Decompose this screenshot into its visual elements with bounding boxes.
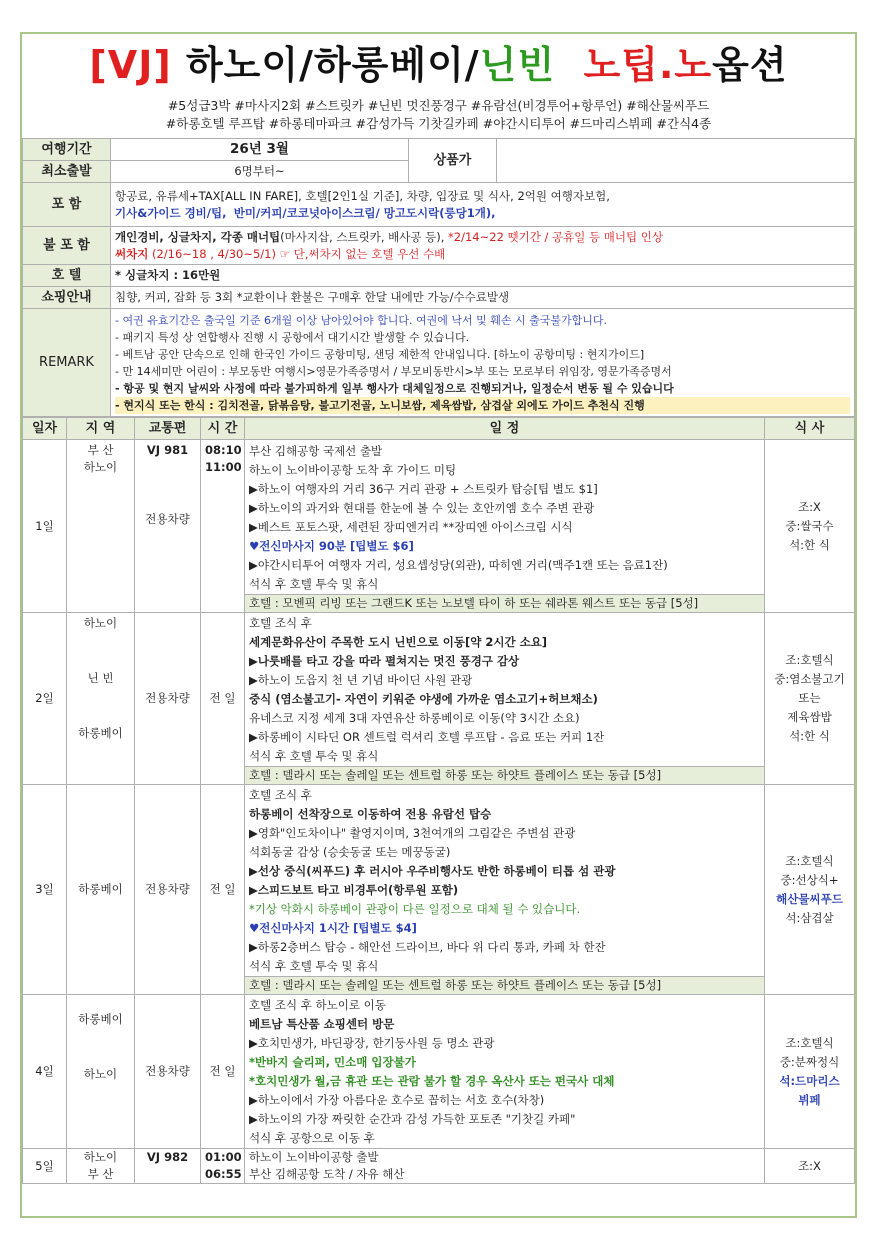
price-label: 상품가 bbox=[409, 139, 497, 183]
title-cities: 하노이/하롱베이/ bbox=[185, 43, 480, 87]
day-1-line-1: 부산 김해공항 국제선 출발 bbox=[249, 444, 383, 458]
day-3-label: 3일 bbox=[23, 785, 67, 995]
include-line-1: 항공료, 유류세+TAX[ALL IN FARE], 호텔[2인1실 기준], 차량, 입장료 및 식사, 2억원 여행자보험, bbox=[115, 188, 610, 203]
day-1-line-5: ▶베스트 포토스팟, 세련된 장띠엔거리 **장띠엔 아이스크림 시식 bbox=[249, 520, 573, 534]
shopping-label: 쇼핑안내 bbox=[23, 287, 111, 309]
header-meal: 식 사 bbox=[765, 418, 855, 440]
day-3-area: 하롱베이 bbox=[67, 785, 135, 995]
hashtag-line-2: #하롱호텔 루프탑 #하롱테마파크 #감성가득 기찻길카페 #야간시티투어 #드마리스뷔페 #간식4종 bbox=[165, 116, 712, 131]
remark-line-4: - 만 14세미만 어린이 : 부모동반 여행시>영문가족증명서 / 부모비동반시>부 또는 모로부터 위임장, 영문가족증명서 bbox=[115, 364, 672, 378]
day-4-meal-1: 조:호텔식 bbox=[785, 1035, 834, 1050]
day-2-line-3: ▶나룻배를 타고 강을 따라 펼쳐지는 멋진 풍경구 감상 bbox=[249, 654, 520, 668]
day-2-meal-5: 석:한 식 bbox=[789, 729, 830, 743]
info-table bbox=[22, 138, 855, 417]
page-title bbox=[22, 34, 855, 97]
remark-line-3: - 베트남 공안 단속으로 인해 한국인 가이드 공항미팅, 샌딩 제한적 안내입니다. [하노이 공항미팅 : 현지가이드] bbox=[115, 347, 645, 361]
day-5-transport: VJ 982 bbox=[135, 1149, 201, 1184]
day-2-line-4: ▶하노이 도읍지 천 년 기념 바이딘 사원 관광 bbox=[249, 673, 473, 687]
day-4-meal-3: 석:드마리스 bbox=[779, 1073, 840, 1088]
day-4-row bbox=[23, 995, 855, 1149]
include-guide: 기사&가이드 경비/팁, bbox=[115, 205, 227, 220]
title-no: 노 bbox=[674, 43, 713, 87]
day-1-transport bbox=[135, 440, 201, 613]
remark-line-2: - 패키지 특성 상 연합행사 진행 시 공항에서 대기시간 발생할 수 있습니다. bbox=[115, 330, 470, 344]
day-3-meal-2: 중:선상식+ bbox=[780, 872, 839, 887]
exclude-label: 불 포 함 bbox=[23, 227, 111, 265]
day-2-line-8: 석식 후 호텔 투숙 및 휴식 bbox=[249, 749, 379, 763]
day-1-row bbox=[23, 440, 855, 595]
day-4-transport: 전용차량 bbox=[135, 995, 201, 1149]
day-2-area-2: 닌 빈 bbox=[87, 671, 114, 685]
day-1-plan bbox=[245, 440, 765, 595]
day-2-meal-4: 제육쌈밥 bbox=[787, 710, 832, 724]
title-notip: 노팁. bbox=[583, 43, 675, 87]
day-1-label: 1일 bbox=[23, 440, 67, 613]
day-4-plan bbox=[245, 995, 765, 1149]
day-4-line-1: 호텔 조식 후 하노이로 이동 bbox=[249, 998, 386, 1012]
title-airline: [VJ] bbox=[89, 43, 172, 87]
day-2-hotel: 호텔 : 델라시 또는 솔레일 또는 센트럴 하롱 또는 하얏트 플레이스 또는 동급 [5성] bbox=[245, 767, 765, 785]
day-3-meal-1: 조:호텔식 bbox=[785, 853, 834, 868]
day-2-row bbox=[23, 613, 855, 767]
day-5-row bbox=[23, 1149, 855, 1184]
day-3-line-4: 석회동굴 감상 (승솟동굴 또는 메꿍동굴) bbox=[249, 845, 451, 859]
day-2-area bbox=[67, 613, 135, 785]
day-5-area bbox=[67, 1149, 135, 1184]
day-3-line-8: ♥전신마사지 1시간 [팁별도 $4] bbox=[249, 921, 417, 935]
day-3-meal-4: 석:삼겹살 bbox=[785, 910, 834, 925]
title-option: 옵션 bbox=[712, 43, 788, 87]
header-day: 일자 bbox=[23, 418, 67, 440]
day-1-area-2: 하노이 bbox=[83, 460, 118, 474]
day-5-line-2: 부산 김해공항 도착 / 자유 해산 bbox=[249, 1167, 405, 1181]
include-label: 포 함 bbox=[23, 183, 111, 227]
price-value bbox=[497, 139, 855, 183]
day-4-line-7: ▶하노이의 가장 짜릿한 순간과 감성 가득한 포토존 "기찻길 카페" bbox=[249, 1112, 576, 1126]
header-transport: 교통편 bbox=[135, 418, 201, 440]
exclude-value bbox=[111, 227, 855, 265]
day-4-meals bbox=[765, 995, 855, 1149]
day-1-hotel: 호텔 : 모벤픽 리빙 또는 그랜드K 또는 노보텔 타이 하 또는 쉐라톤 웨스트 또는 동급 [5성] bbox=[245, 595, 765, 613]
min-departure-value: 6명부터~ bbox=[111, 161, 409, 183]
day-1-time-1: 08:10 bbox=[205, 443, 242, 457]
hotel-value: * 싱글차지 : 16만원 bbox=[111, 265, 855, 287]
day-5-time-1: 01:00 bbox=[205, 1150, 242, 1164]
day-2-line-6: 유네스코 지정 세계 3대 자연유산 하롱베이로 이동(약 3시간 소요) bbox=[249, 711, 580, 725]
day-1-time-2: 11:00 bbox=[205, 460, 242, 474]
day-1-flight: VJ 981 bbox=[146, 443, 189, 457]
include-value bbox=[111, 183, 855, 227]
day-5-plan bbox=[245, 1149, 765, 1184]
schedule-table bbox=[22, 417, 855, 1184]
day-3-line-1: 호텔 조식 후 bbox=[249, 788, 312, 802]
shopping-value: 침향, 커피, 잡화 등 3회 *교환이나 환불은 구매후 한달 내에만 가능/수수료발생 bbox=[111, 287, 855, 309]
day-3-line-3: ▶영화"인도차이나" 촬영지이며, 3천여개의 그림같은 주변섬 관광 bbox=[249, 826, 576, 840]
day-2-line-2: 세계문화유산이 주목한 도시 닌빈으로 이동[약 2시간 소요] bbox=[249, 635, 548, 649]
day-3-line-2: 하롱베이 선착장으로 이동하여 전용 유람선 탑승 bbox=[249, 807, 492, 821]
day-2-area-1: 하노이 bbox=[83, 616, 118, 630]
period-value: 26년 3월 bbox=[111, 139, 409, 161]
day-4-time: 전 일 bbox=[201, 995, 245, 1149]
day-2-label: 2일 bbox=[23, 613, 67, 785]
hotel-label: 호 텔 bbox=[23, 265, 111, 287]
day-4-line-6: ▶하노이에서 가장 아름다운 호수로 꼽히는 서호 호수(차창) bbox=[249, 1093, 545, 1107]
day-1-area bbox=[67, 440, 135, 613]
day-2-time: 전 일 bbox=[201, 613, 245, 785]
day-1-line-6: ♥전신마사지 90분 [팁별도 $6] bbox=[249, 539, 414, 553]
day-4-meal-2: 중:분짜정식 bbox=[779, 1054, 840, 1069]
remark-label: REMARK bbox=[23, 309, 111, 417]
day-5-label: 5일 bbox=[23, 1149, 67, 1184]
exclude-main: 개인경비, 싱글차지, 각종 매너팁 bbox=[115, 229, 281, 244]
hashtag-block bbox=[22, 97, 855, 133]
day-5-area-2: 부 산 bbox=[87, 1167, 114, 1181]
exclude-surcharge: 써차지 bbox=[115, 246, 149, 261]
day-5-time-2: 06:55 bbox=[205, 1167, 242, 1181]
include-snacks: 반미/커피/코코넛아이스크림/ 망고도시락(룽당1개), bbox=[233, 205, 496, 220]
exclude-surcharge-dates: (2/16~18 , 4/30~5/1) ☞ 단,써차지 없는 호텔 우선 수배 bbox=[148, 246, 446, 261]
day-3-line-10: 석식 후 호텔 투숙 및 휴식 bbox=[249, 959, 379, 973]
day-5-line-1: 하노이 노이바이공항 출발 bbox=[249, 1150, 379, 1164]
day-2-transport: 전용차량 bbox=[135, 613, 201, 785]
day-4-line-5: *호치민생가 월,금 휴관 또는 관람 불가 할 경우 옥산사 또는 펀국사 대체 bbox=[249, 1074, 615, 1088]
day-3-time: 전 일 bbox=[201, 785, 245, 995]
day-4-area-1: 하롱베이 bbox=[78, 1012, 123, 1026]
hashtag-line-1: #5성급3박 #마사지2회 #스트릿카 #닌빈 멋진풍경구 #유람선(비경투어+항루언) #해산물씨푸드 bbox=[167, 98, 710, 113]
remark-value bbox=[111, 309, 855, 417]
day-2-meal-3: 또는 bbox=[798, 691, 821, 705]
title-ninhbinh: 닌빈 bbox=[479, 43, 556, 87]
day-4-line-8: 석식 후 공항으로 이동 후 bbox=[249, 1131, 375, 1145]
day-1-area-1: 부 산 bbox=[87, 443, 114, 457]
day-1-line-3: ▶하노이 여행자의 거리 36구 거리 관광 + 스트릿카 탑승[팁 별도 $1] bbox=[249, 482, 598, 496]
header-plan: 일 정 bbox=[245, 418, 765, 440]
day-2-area-3: 하롱베이 bbox=[78, 726, 123, 740]
day-1-meal-3: 석:한 식 bbox=[789, 537, 830, 552]
day-4-line-3: ▶호치민생가, 바딘광장, 한기둥사원 등 명소 관광 bbox=[249, 1036, 495, 1050]
day-1-meal-2: 중:쌀국수 bbox=[785, 518, 834, 533]
day-1-line-7: ▶야간시티투어 여행자 거리, 성요셉성당(외관), 따히엔 거리(맥주1캔 또는 음료1잔) bbox=[249, 558, 668, 572]
day-4-line-2: 베트남 특산품 쇼핑센터 방문 bbox=[249, 1017, 395, 1031]
day-2-meal-1: 조:호텔식 bbox=[785, 653, 834, 667]
itinerary-document bbox=[20, 32, 857, 1218]
day-3-line-7: *기상 악화시 하롱베이 관광이 다른 일정으로 대체 될 수 있습니다. bbox=[249, 902, 581, 916]
exclude-tips: (마사지삽, 스트릿카, 배사공 등), bbox=[280, 229, 445, 244]
day-3-line-6: ▶스피드보트 타고 비경투어(항루원 포함) bbox=[249, 883, 459, 897]
day-1-bus: 전용차량 bbox=[145, 512, 190, 526]
day-2-plan bbox=[245, 613, 765, 767]
day-3-line-5: ▶선상 중식(씨푸드) 후 러시아 우주비행사도 반한 하롱베이 티톱 섬 관광 bbox=[249, 864, 616, 878]
day-5-time bbox=[201, 1149, 245, 1184]
remark-line-1: - 여권 유효기간은 출국일 기준 6개월 이상 남아있어야 합니다. 여권에 낙서 및 훼손 시 출국불가합니다. bbox=[115, 313, 607, 327]
day-3-meals bbox=[765, 785, 855, 995]
day-1-meal-1: 조:X bbox=[798, 499, 821, 514]
day-3-transport: 전용차량 bbox=[135, 785, 201, 995]
remark-line-5: - 항공 및 현지 날씨와 사정에 따라 불가피하게 일부 행사가 대체일정으로 진행되거나, 일정순서 변동 될 수 있습니다 bbox=[115, 381, 674, 395]
day-2-line-5: 중식 (염소불고기- 자연이 키워준 야생에 가까운 염소고기+허브채소) bbox=[249, 692, 598, 706]
day-3-line-9: ▶하롱2층버스 탑승 - 해안선 드라이브, 바다 위 다리 통과, 카페 차 한잔 bbox=[249, 940, 606, 954]
day-3-row bbox=[23, 785, 855, 977]
period-label: 여행기간 bbox=[23, 139, 111, 161]
day-1-time bbox=[201, 440, 245, 613]
day-4-area-2: 하노이 bbox=[83, 1067, 118, 1081]
day-1-line-8: 석식 후 호텔 투숙 및 휴식 bbox=[249, 577, 379, 591]
day-4-area bbox=[67, 995, 135, 1149]
day-3-plan bbox=[245, 785, 765, 977]
header-time: 시 간 bbox=[201, 418, 245, 440]
day-2-line-7: ▶하롱베이 시타딘 OR 센트럴 럭셔리 호텔 루프탑 - 음료 또는 커피 1잔 bbox=[249, 730, 605, 744]
day-5-area-1: 하노이 bbox=[83, 1150, 118, 1164]
day-3-hotel: 호텔 : 델라시 또는 솔레일 또는 센트럴 하롱 또는 하얏트 플레이스 또는 동급 [5성] bbox=[245, 977, 765, 995]
day-3-meal-3: 해산물씨푸드 bbox=[776, 891, 843, 906]
day-5-meals: 조:X bbox=[765, 1149, 855, 1184]
exclude-tet: *2/14~22 뗏기간 / 공휴일 등 매너팁 인상 bbox=[444, 229, 664, 244]
min-departure-label: 최소출발 bbox=[23, 161, 111, 183]
day-2-meal-2: 중:염소불고기 bbox=[774, 672, 845, 686]
day-4-label: 4일 bbox=[23, 995, 67, 1149]
day-4-line-4: *반바지 슬리퍼, 민소매 입장불가 bbox=[249, 1055, 416, 1069]
header-area: 지 역 bbox=[67, 418, 135, 440]
day-2-line-1: 호텔 조식 후 bbox=[249, 616, 312, 630]
day-1-line-2: 하노이 노이바이공항 도착 후 가이드 미팅 bbox=[249, 463, 457, 477]
day-2-meals bbox=[765, 613, 855, 785]
day-1-line-4: ▶하노이의 과거와 현대를 한눈에 볼 수 있는 호안끼엠 호수 주변 관광 bbox=[249, 501, 595, 515]
day-4-meal-4: 뷔페 bbox=[798, 1092, 821, 1107]
day-1-meals bbox=[765, 440, 855, 613]
remark-line-6: - 현지식 또는 한식 : 김치전골, 닭볶음탕, 불고기전골, 노니보쌈, 제육쌈밥, 삼겹살 외에도 가이드 추천식 진행 bbox=[115, 397, 850, 414]
